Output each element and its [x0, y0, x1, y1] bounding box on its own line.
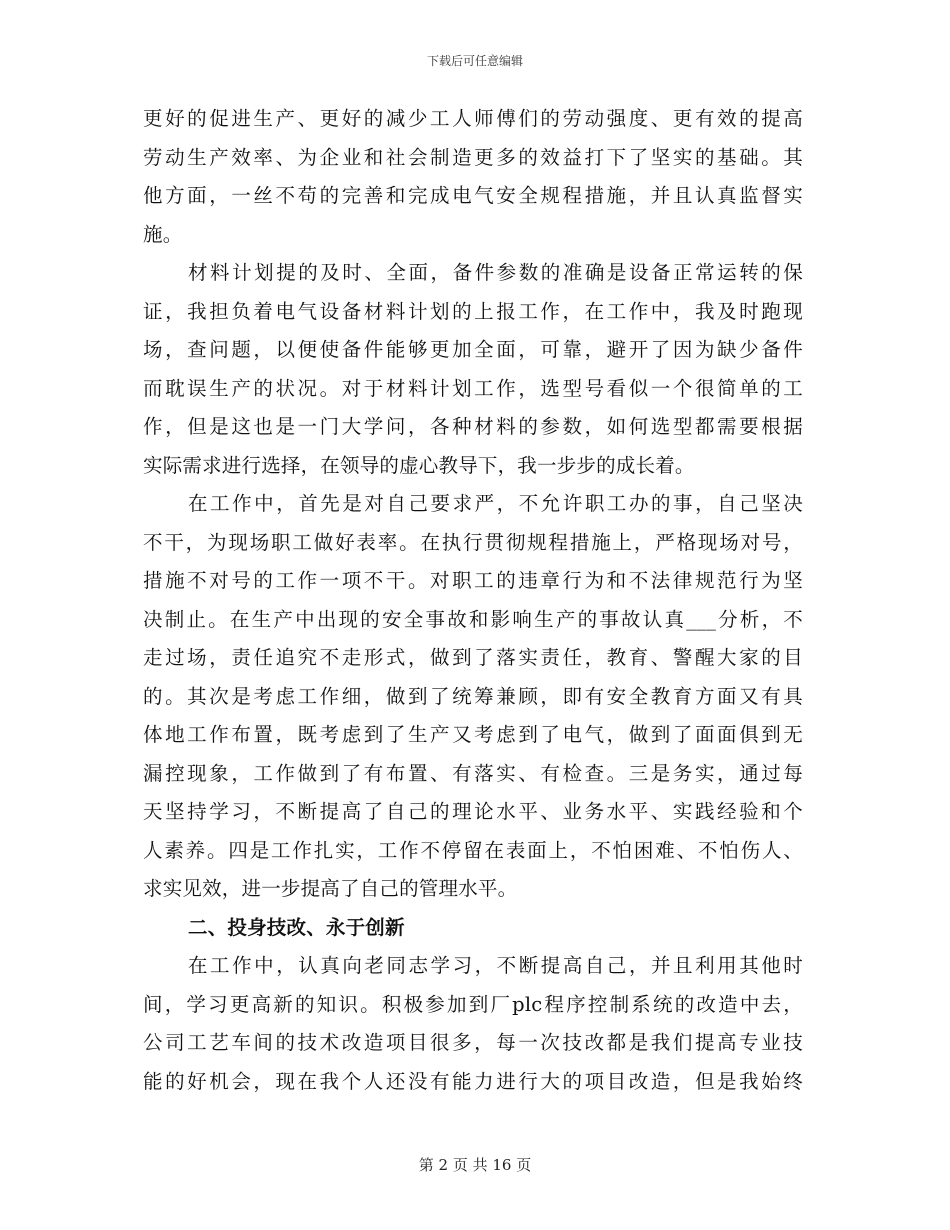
- body-line: 而耽误生产的状况。对于材料计划工作，选型号看似一个很简单的工: [143, 376, 803, 400]
- body-line: 决制止。在生产中出现的安全事故和影响生产的事故认真___分析，不: [143, 607, 803, 631]
- body-line: 更好的促进生产、更好的减少工人师傅们的劳动强度、更有效的提高: [143, 107, 803, 130]
- page-header-note: 下载后可任意编辑: [426, 54, 523, 68]
- body-line: 走过场，责任追究不走形式，做到了落实责任，教育、警醒大家的目: [143, 646, 803, 669]
- body-line: 不干，为现场职工做好表率。在执行贯彻规程措施上，严格现场对号，: [143, 530, 803, 554]
- body-line: 体地工作布置，既考虑到了生产又考虑到了电气，做到了面面俱到无: [143, 723, 803, 746]
- body-line: 劳动生产效率、为企业和社会制造更多的效益打下了坚实的基础。其: [143, 145, 803, 169]
- body-line: 能的好机会，现在我个人还没有能力进行大的项目改造，但是我始终: [143, 1069, 803, 1093]
- body-line: 漏控现象，工作做到了有布置、有落实、有检查。三是务实，通过每: [143, 761, 803, 785]
- body-line: 天坚持学习，不断提高了自己的理论水平、业务水平、实践经验和个: [143, 800, 803, 823]
- body-line: 在工作中，认真向老同志学习，不断提高自己，并且利用其他时: [188, 954, 803, 977]
- body-line: 材料计划提的及时、全面，备件参数的准确是设备正常运转的保: [188, 261, 803, 284]
- body-line: 场，查问题，以便使备件能够更加全面，可靠，避开了因为缺少备件: [143, 338, 803, 361]
- body-line: 施。: [143, 222, 183, 246]
- document-body: [143, 100, 803, 1101]
- body-line: 公司工艺车间的技术改造项目很多，每一次技改都是我们提高专业技: [143, 1031, 803, 1054]
- body-line: 作，但是这也是一门大学问，各种材料的参数，如何选型都需要根据: [143, 415, 803, 438]
- body-line: 求实见效，进一步提高了自己的管理水平。: [143, 877, 518, 900]
- body-line: 在工作中，首先是对自己要求严，不允许职工办的事，自己坚决: [188, 492, 803, 515]
- body-line: 间，学习更高新的知识。积极参加到厂plc程序控制系统的改造中去，: [143, 992, 803, 1016]
- page-number: 第 2 页 共 16 页: [418, 1156, 532, 1174]
- body-line: 证，我担负着电气设备材料计划的上报工作，在工作中，我及时跑现: [143, 299, 803, 323]
- body-line: 的。其次是考虑工作细，做到了统筹兼顾，即有安全教育方面又有具: [143, 684, 803, 708]
- section-heading: 二、投身技改、永于创新: [188, 915, 405, 939]
- body-line: 措施不对号的工作一项不干。对职工的违章行为和不法律规范行为坚: [143, 569, 803, 592]
- body-line: 实际需求进行选择，在领导的虚心教导下，我一步步的成长着。: [143, 453, 695, 477]
- body-line: 人素养。四是工作扎实，工作不停留在表面上，不怕困难、不怕伤人、: [143, 838, 803, 862]
- body-line: 他方面，一丝不苟的完善和完成电气安全规程措施，并且认真监督实: [143, 184, 803, 207]
